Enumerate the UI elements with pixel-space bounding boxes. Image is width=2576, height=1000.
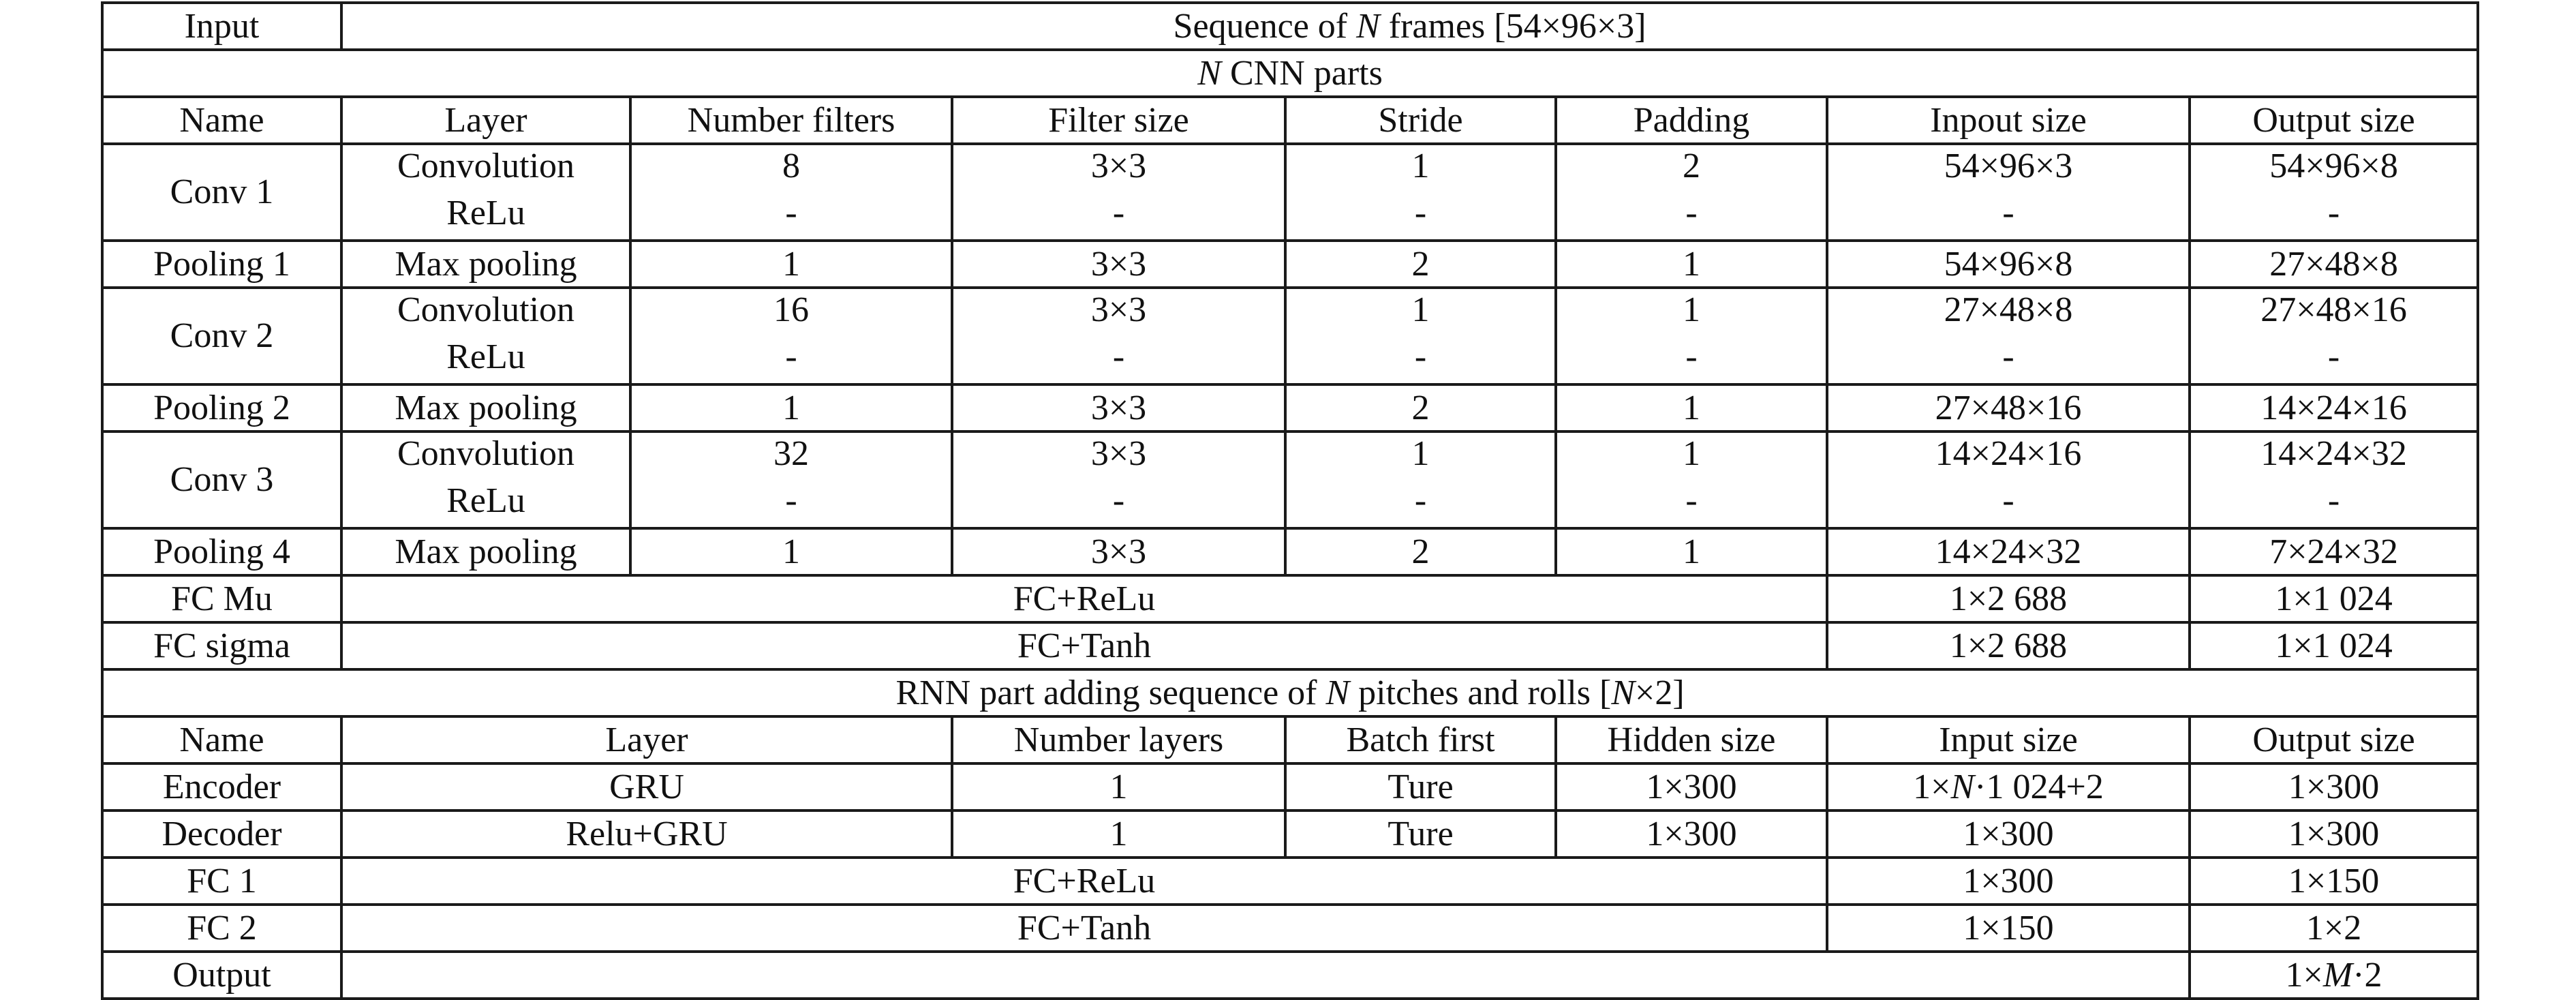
- header-cell: Stride: [1285, 97, 1556, 144]
- header-cell: Number layers: [952, 716, 1285, 763]
- row-name: Decoder: [102, 810, 341, 858]
- row-name: Conv 2: [102, 288, 341, 384]
- row-name: FC Mu: [102, 575, 341, 622]
- header-cell: Filter size: [952, 97, 1285, 144]
- header-cell: Output size: [2190, 716, 2478, 763]
- input-description: Sequence of N frames [54×96×3]: [341, 3, 2478, 50]
- rnn-section-title: RNN part adding sequence of N pitches and rolls [N×2]: [102, 669, 2478, 716]
- row-name: Pooling 2: [102, 384, 341, 431]
- row-name: Conv 1: [102, 144, 341, 241]
- table-row: Pooling 2 Max pooling 1 3×3 2 1 27×48×16 14×24×16: [102, 384, 2478, 431]
- header-cell: Layer: [341, 716, 952, 763]
- table-row: FC 2 FC+Tanh 1×150 1×2: [102, 905, 2478, 952]
- table-row: Conv 3 Convolution ReLu 32 - 3×3 - 1 - 1 - 14×24×16 - 14×24×32 -: [102, 431, 2478, 528]
- table-row: FC sigma FC+Tanh 1×2 688 1×1 024: [102, 622, 2478, 669]
- rnn-header-row: [102, 716, 2478, 763]
- header-cell: Inpout size: [1827, 97, 2190, 144]
- header-cell: Hidden size: [1556, 716, 1827, 763]
- table-row: Conv 2 Convolution ReLu 16 - 3×3 - 1 - 1 - 27×48×8 - 27×48×16 -: [102, 288, 2478, 384]
- row-name: FC 2: [102, 905, 341, 952]
- table-row: FC Mu FC+ReLu 1×2 688 1×1 024: [102, 575, 2478, 622]
- row-name: FC sigma: [102, 622, 341, 669]
- header-cell: Padding: [1556, 97, 1827, 144]
- header-cell: Name: [102, 97, 341, 144]
- row-name: Conv 3: [102, 431, 341, 528]
- row-name: Output: [102, 952, 341, 999]
- header-cell: Batch first: [1285, 716, 1556, 763]
- header-cell: Output size: [2190, 97, 2478, 144]
- table-row: Decoder Relu+GRU 1 Ture 1×300 1×300 1×300: [102, 810, 2478, 858]
- row-name: Pooling 1: [102, 241, 341, 288]
- table-row: Pooling 1 Max pooling 1 3×3 2 1 54×96×8 27×48×8: [102, 241, 2478, 288]
- architecture-table: [101, 1, 2479, 1000]
- cnn-section-title: N CNN parts: [102, 50, 2478, 97]
- cnn-header-row: [102, 97, 2478, 144]
- input-row: [102, 3, 2478, 50]
- header-cell: Name: [102, 716, 341, 763]
- table-row: Pooling 4 Max pooling 1 3×3 2 1 14×24×32 7×24×32: [102, 528, 2478, 575]
- header-cell: Layer: [341, 97, 630, 144]
- output-row: Output 1×M·2: [102, 952, 2478, 999]
- row-name: Pooling 4: [102, 528, 341, 575]
- input-label: Input: [102, 3, 341, 50]
- table-row: Conv 1 Convolution ReLu 8 - 3×3 - 1 - 2 - 54×96×3 - 54×96×8 -: [102, 144, 2478, 241]
- table-row: Encoder GRU 1 Ture 1×300 1×N·1 024+2 1×300: [102, 763, 2478, 810]
- header-cell: Number filters: [630, 97, 952, 144]
- row-name: FC 1: [102, 858, 341, 905]
- row-name: Encoder: [102, 763, 341, 810]
- header-cell: Input size: [1827, 716, 2190, 763]
- table-row: FC 1 FC+ReLu 1×300 1×150: [102, 858, 2478, 905]
